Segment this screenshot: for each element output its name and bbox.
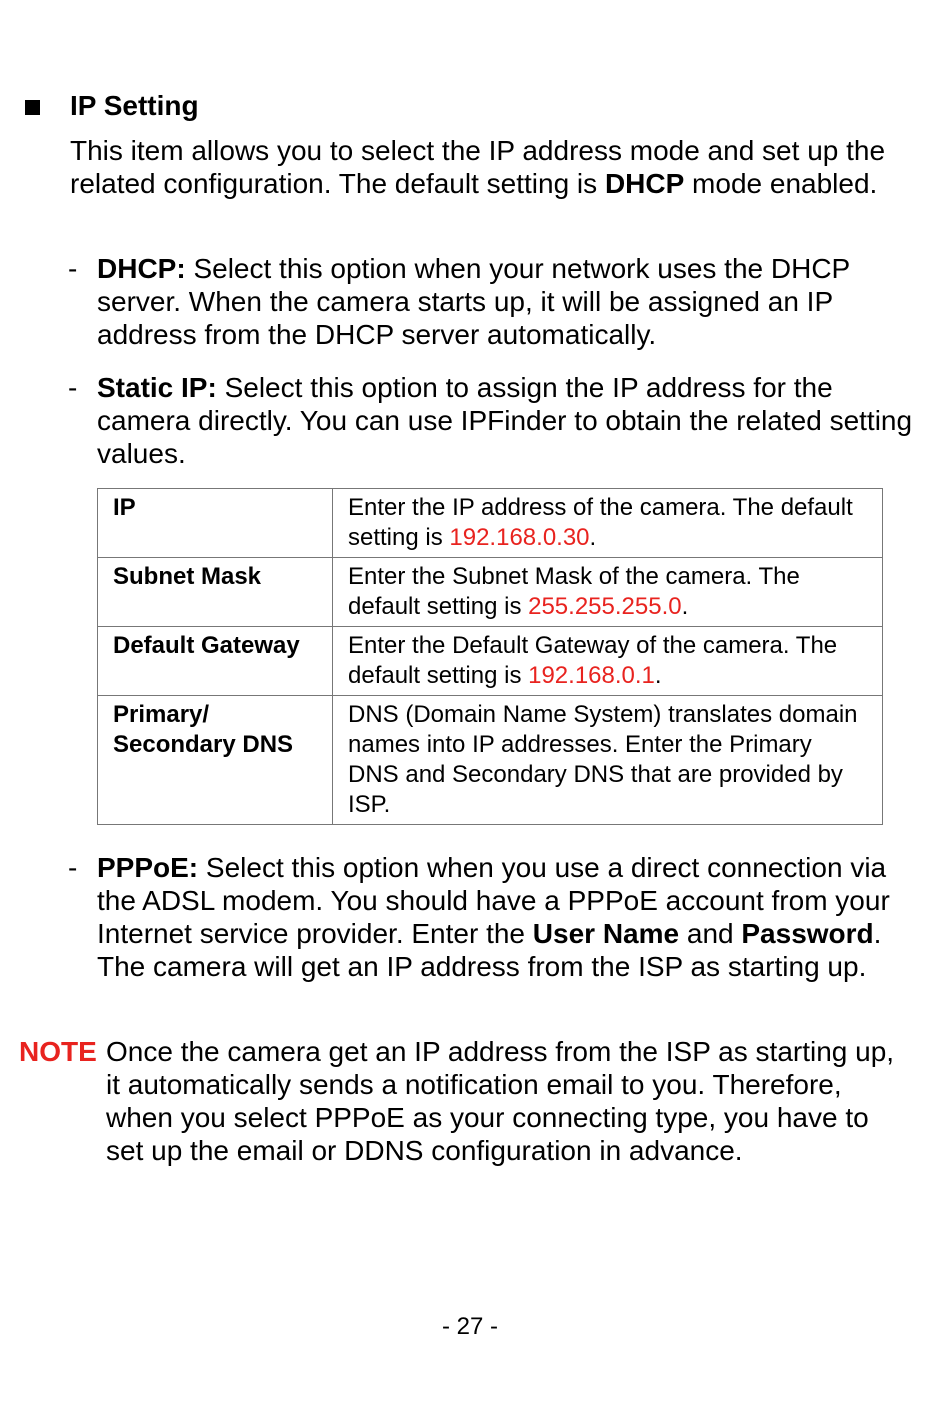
table-desc-end: . <box>681 593 689 620</box>
intro-text-after: mode enabled. <box>684 168 878 199</box>
table-label-line: Secondary DNS <box>113 731 294 758</box>
section-heading <box>25 86 199 126</box>
default-value: 255.255.255.0 <box>528 593 682 620</box>
option-pppoe-text: Select this option when you use a direct connection via the ADSL modem. You should have a PPPoE account from your Internet service provider. Enter the <box>97 852 890 949</box>
table-label-cell: Default Gateway <box>98 627 333 696</box>
option-pppoe-text: and <box>679 918 742 949</box>
password-term: Password <box>741 918 874 949</box>
table-desc-cell <box>333 627 883 696</box>
option-static-ip <box>68 371 918 470</box>
option-pppoe-label: PPPoE: <box>97 852 199 883</box>
default-value: 192.168.0.30 <box>449 524 590 551</box>
option-dhcp <box>68 252 918 351</box>
option-dhcp-text: Select this option when your network uses the DHCP server. When the camera starts up, it will be assigned an IP address from the DHCP server automatically. <box>97 253 850 350</box>
option-dhcp-label: DHCP: <box>97 253 186 284</box>
table-label-line: Primary/ <box>113 701 210 728</box>
section-title: IP Setting <box>70 90 199 121</box>
table-label-cell: Subnet Mask <box>98 558 333 627</box>
table-row <box>98 558 883 627</box>
table-desc-text: Enter the Subnet Mask of the camera. The default setting is <box>348 563 800 620</box>
dash-bullet: - <box>68 372 78 403</box>
table-row <box>98 696 883 825</box>
table-desc-cell: DNS (Domain Name System) translates domain names into IP addresses. Enter the Primary DNS and Secondary DNS that are provided by ISP. <box>333 696 883 825</box>
table-row <box>98 489 883 558</box>
table-row <box>98 627 883 696</box>
table-desc-cell <box>333 558 883 627</box>
intro-paragraph <box>70 134 910 200</box>
option-pppoe-text: . The camera will get an IP address from the ISP as starting up. <box>97 918 882 982</box>
option-static-ip-text: Select this option to assign the IP address for the camera directly. You can use IPFinder to obtain the related setting values. <box>97 372 913 469</box>
static-ip-settings-table <box>97 488 883 825</box>
table-label-cell <box>98 696 333 825</box>
table-desc-text: Enter the IP address of the camera. The default setting is <box>348 494 853 551</box>
option-pppoe <box>68 851 918 983</box>
note-text: Once the camera get an IP address from the ISP as starting up, it automatically sends a notification email to you. Therefore, when you select PPPoE as your connecting type, you have to set up the email or DDNS configuration in advance. <box>106 1036 895 1166</box>
dash-bullet: - <box>68 253 78 284</box>
page-number: - 27 - <box>441 1313 498 1340</box>
dash-bullet: - <box>68 852 78 883</box>
intro-text-before: This item allows you to select the IP address mode and set up the related configuration. The default setting is <box>70 135 886 199</box>
user-name-term: User Name <box>532 918 680 949</box>
intro-default-mode: DHCP <box>604 168 685 199</box>
table-desc-text: Enter the Default Gateway of the camera. The default setting is <box>348 632 838 689</box>
option-static-ip-label: Static IP: <box>97 372 217 403</box>
table-desc-end: . <box>589 524 597 551</box>
table-desc-end: . <box>654 662 662 689</box>
square-bullet-icon <box>25 100 40 115</box>
table-label-cell: IP <box>98 489 333 558</box>
table-desc-cell <box>333 489 883 558</box>
default-value: 192.168.0.1 <box>528 662 655 689</box>
note-label: NOTE <box>19 1036 97 1067</box>
